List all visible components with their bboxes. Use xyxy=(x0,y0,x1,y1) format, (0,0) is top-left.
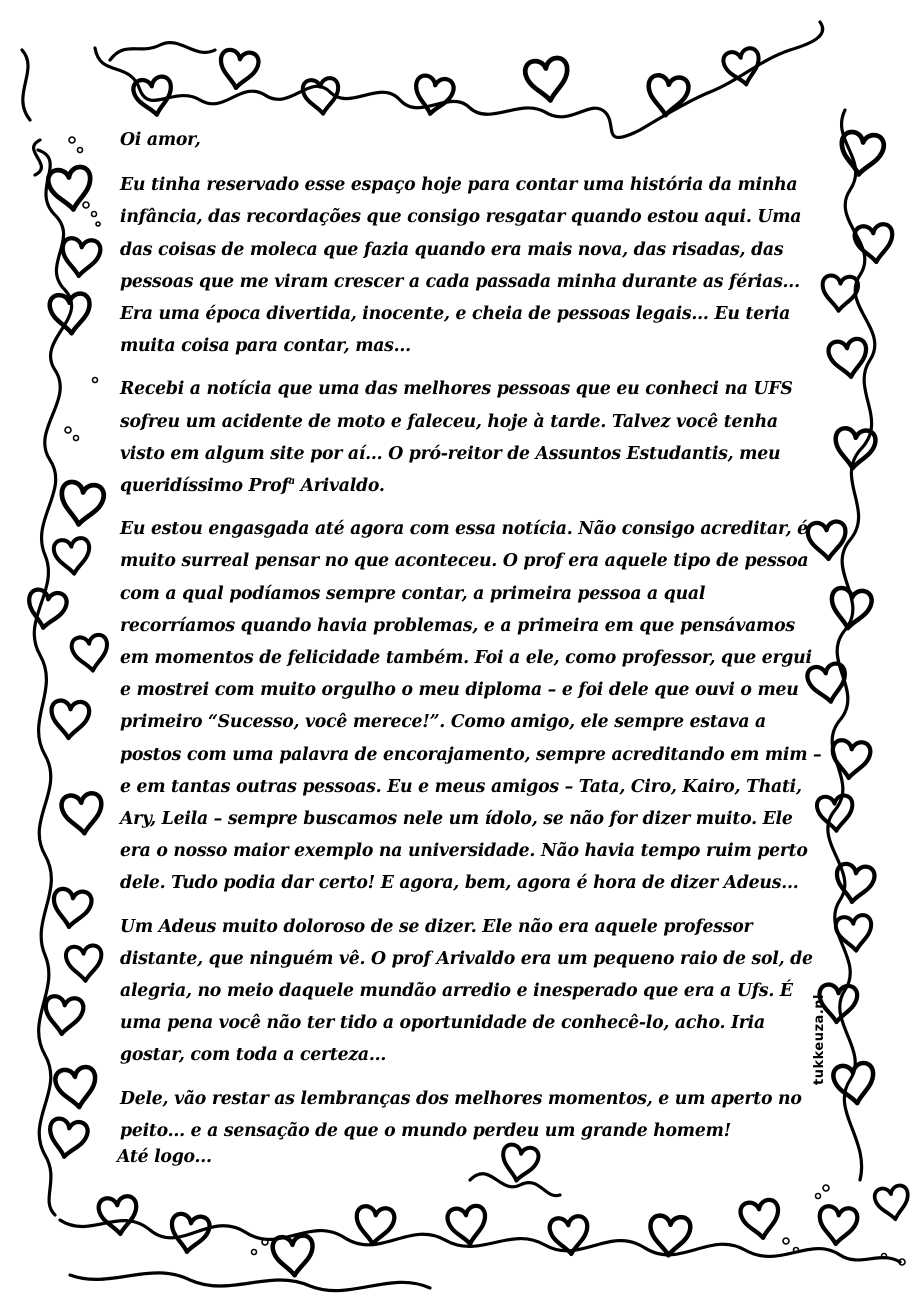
watermark-text: tukkeuza.nl xyxy=(812,994,827,1085)
bubble-dot xyxy=(783,1238,789,1244)
heart-icon xyxy=(646,74,690,117)
heart-icon xyxy=(739,1199,781,1241)
heart-icon xyxy=(98,1195,139,1236)
heart-icon xyxy=(47,166,94,213)
heart-icon xyxy=(838,131,885,178)
heart-icon xyxy=(25,588,68,631)
paragraph-2-end: Arivaldo. xyxy=(294,476,385,497)
bubble-dot xyxy=(78,148,83,153)
bubble-dot xyxy=(882,1254,887,1259)
bubble-dot xyxy=(65,427,71,433)
heart-icon xyxy=(217,49,259,91)
heart-icon xyxy=(821,275,859,312)
heart-icon xyxy=(132,75,175,118)
bubble-dot xyxy=(92,212,97,217)
heart-icon xyxy=(65,945,103,982)
heart-icon xyxy=(648,1215,690,1257)
bubble-dot xyxy=(794,1248,799,1253)
paragraph-2 xyxy=(120,373,825,502)
heart-icon xyxy=(830,739,871,780)
bubble-dot xyxy=(816,1194,821,1199)
signoff: Até logo... xyxy=(117,1147,212,1168)
bubble-dot xyxy=(74,436,79,441)
paragraph-3: Eu estou engasgada até agora com essa notícia. Não consigo acreditar, é muito surreal pensar no que aconteceu. O prof era aquele tipo de pessoa com a qual podíamos sempre contar, a primeira pessoa a qual recorríamos quando havia problemas, e a primeira em que pensávamos em momentos de felicidade também. Foi a ele, como professor, que ergui e mostrei com muito orgulho o meu diploma – e foi dele que ouvi o meu primeiro “Sucesso, você merece!”. Como amigo, ele sempre estava a postos com uma palavra de encorajamento, sempre acreditando em mim – e em tantas outras pessoas. Eu e meus amigos – Tata, Ciro, Kairo, Thati, Ary, Leila – sempre buscamos nele um ídolo, se não for dizer muito. Ele era o nosso maior exemplo na universidade. Não havia tempo ruim perto dele. Tudo podia dar certo! E agora, bem, agora é hora de dizer Adeus... xyxy=(120,519,822,894)
heart-icon xyxy=(832,1062,877,1106)
bubble-dot xyxy=(69,137,75,143)
heart-icon xyxy=(873,1184,911,1222)
heart-icon xyxy=(817,1205,858,1246)
heart-icon xyxy=(46,1117,89,1160)
paragraph-2-main: Recebi a notícia que uma das melhores pessoas que eu conheci na UFS sofreu um acidente de moto e faleceu, hoje à tarde. Talvez você tenha visto em algum site por aí... O pró-reitor de Assuntos Estudantis, meu queridíssimo Prof xyxy=(120,379,793,497)
letter-body xyxy=(117,124,825,1179)
heart-icon xyxy=(446,1205,488,1247)
heart-icon xyxy=(71,634,111,673)
prof-superscript: a xyxy=(288,476,295,488)
heart-icon xyxy=(60,237,101,278)
heart-icon xyxy=(828,587,873,631)
bubble-dot xyxy=(252,1250,257,1255)
heart-icon xyxy=(272,1235,314,1277)
heart-icon xyxy=(54,1066,99,1110)
heart-icon xyxy=(50,888,92,930)
paragraph-4: Um Adeus muito doloroso de se dizer. Ele não era aquele professor distante, que ninguém vê. O prof Arivaldo era um pequeno raio de sol, de alegria, no meio daquele mundão arredio e inesperado que era a Ufs. É uma pena você não ter tido a oportunidade de conhecê-lo, acho. Iria gostar, com toda a certeza... xyxy=(120,916,813,1066)
greeting: Oi amor, xyxy=(120,130,201,150)
paragraph-5: Dele, vão restar as lembranças dos melhores momentos, e um aperto no peito... e a sensação de que o mundo perdeu um grande homem! xyxy=(120,1088,802,1141)
heart-icon xyxy=(58,481,105,528)
bubble-dot xyxy=(96,222,100,226)
heart-icon xyxy=(835,914,874,952)
heart-icon xyxy=(61,792,105,835)
bubble-dot xyxy=(93,378,98,383)
bubble-dot xyxy=(83,202,89,208)
heart-icon xyxy=(412,74,455,117)
heart-icon xyxy=(302,77,341,115)
heart-icon xyxy=(50,700,90,739)
paragraph-1: Eu tinha reservado esse espaço hoje para contar uma história da minha infância, das recordações que consigo resgatar quando estou aqui. Uma das coisas de moleca que fazia quando era mais nova, das risadas, das pessoas que me viram crescer a cada passada minha durante as férias... Era uma época divertida, inocente, e cheia de pessoas legais... Eu teria muita coisa para contar, mas... xyxy=(120,175,802,357)
heart-icon xyxy=(524,57,571,104)
bubble-dot xyxy=(823,1185,829,1191)
heart-icon xyxy=(43,995,84,1036)
heart-icon xyxy=(53,537,92,575)
